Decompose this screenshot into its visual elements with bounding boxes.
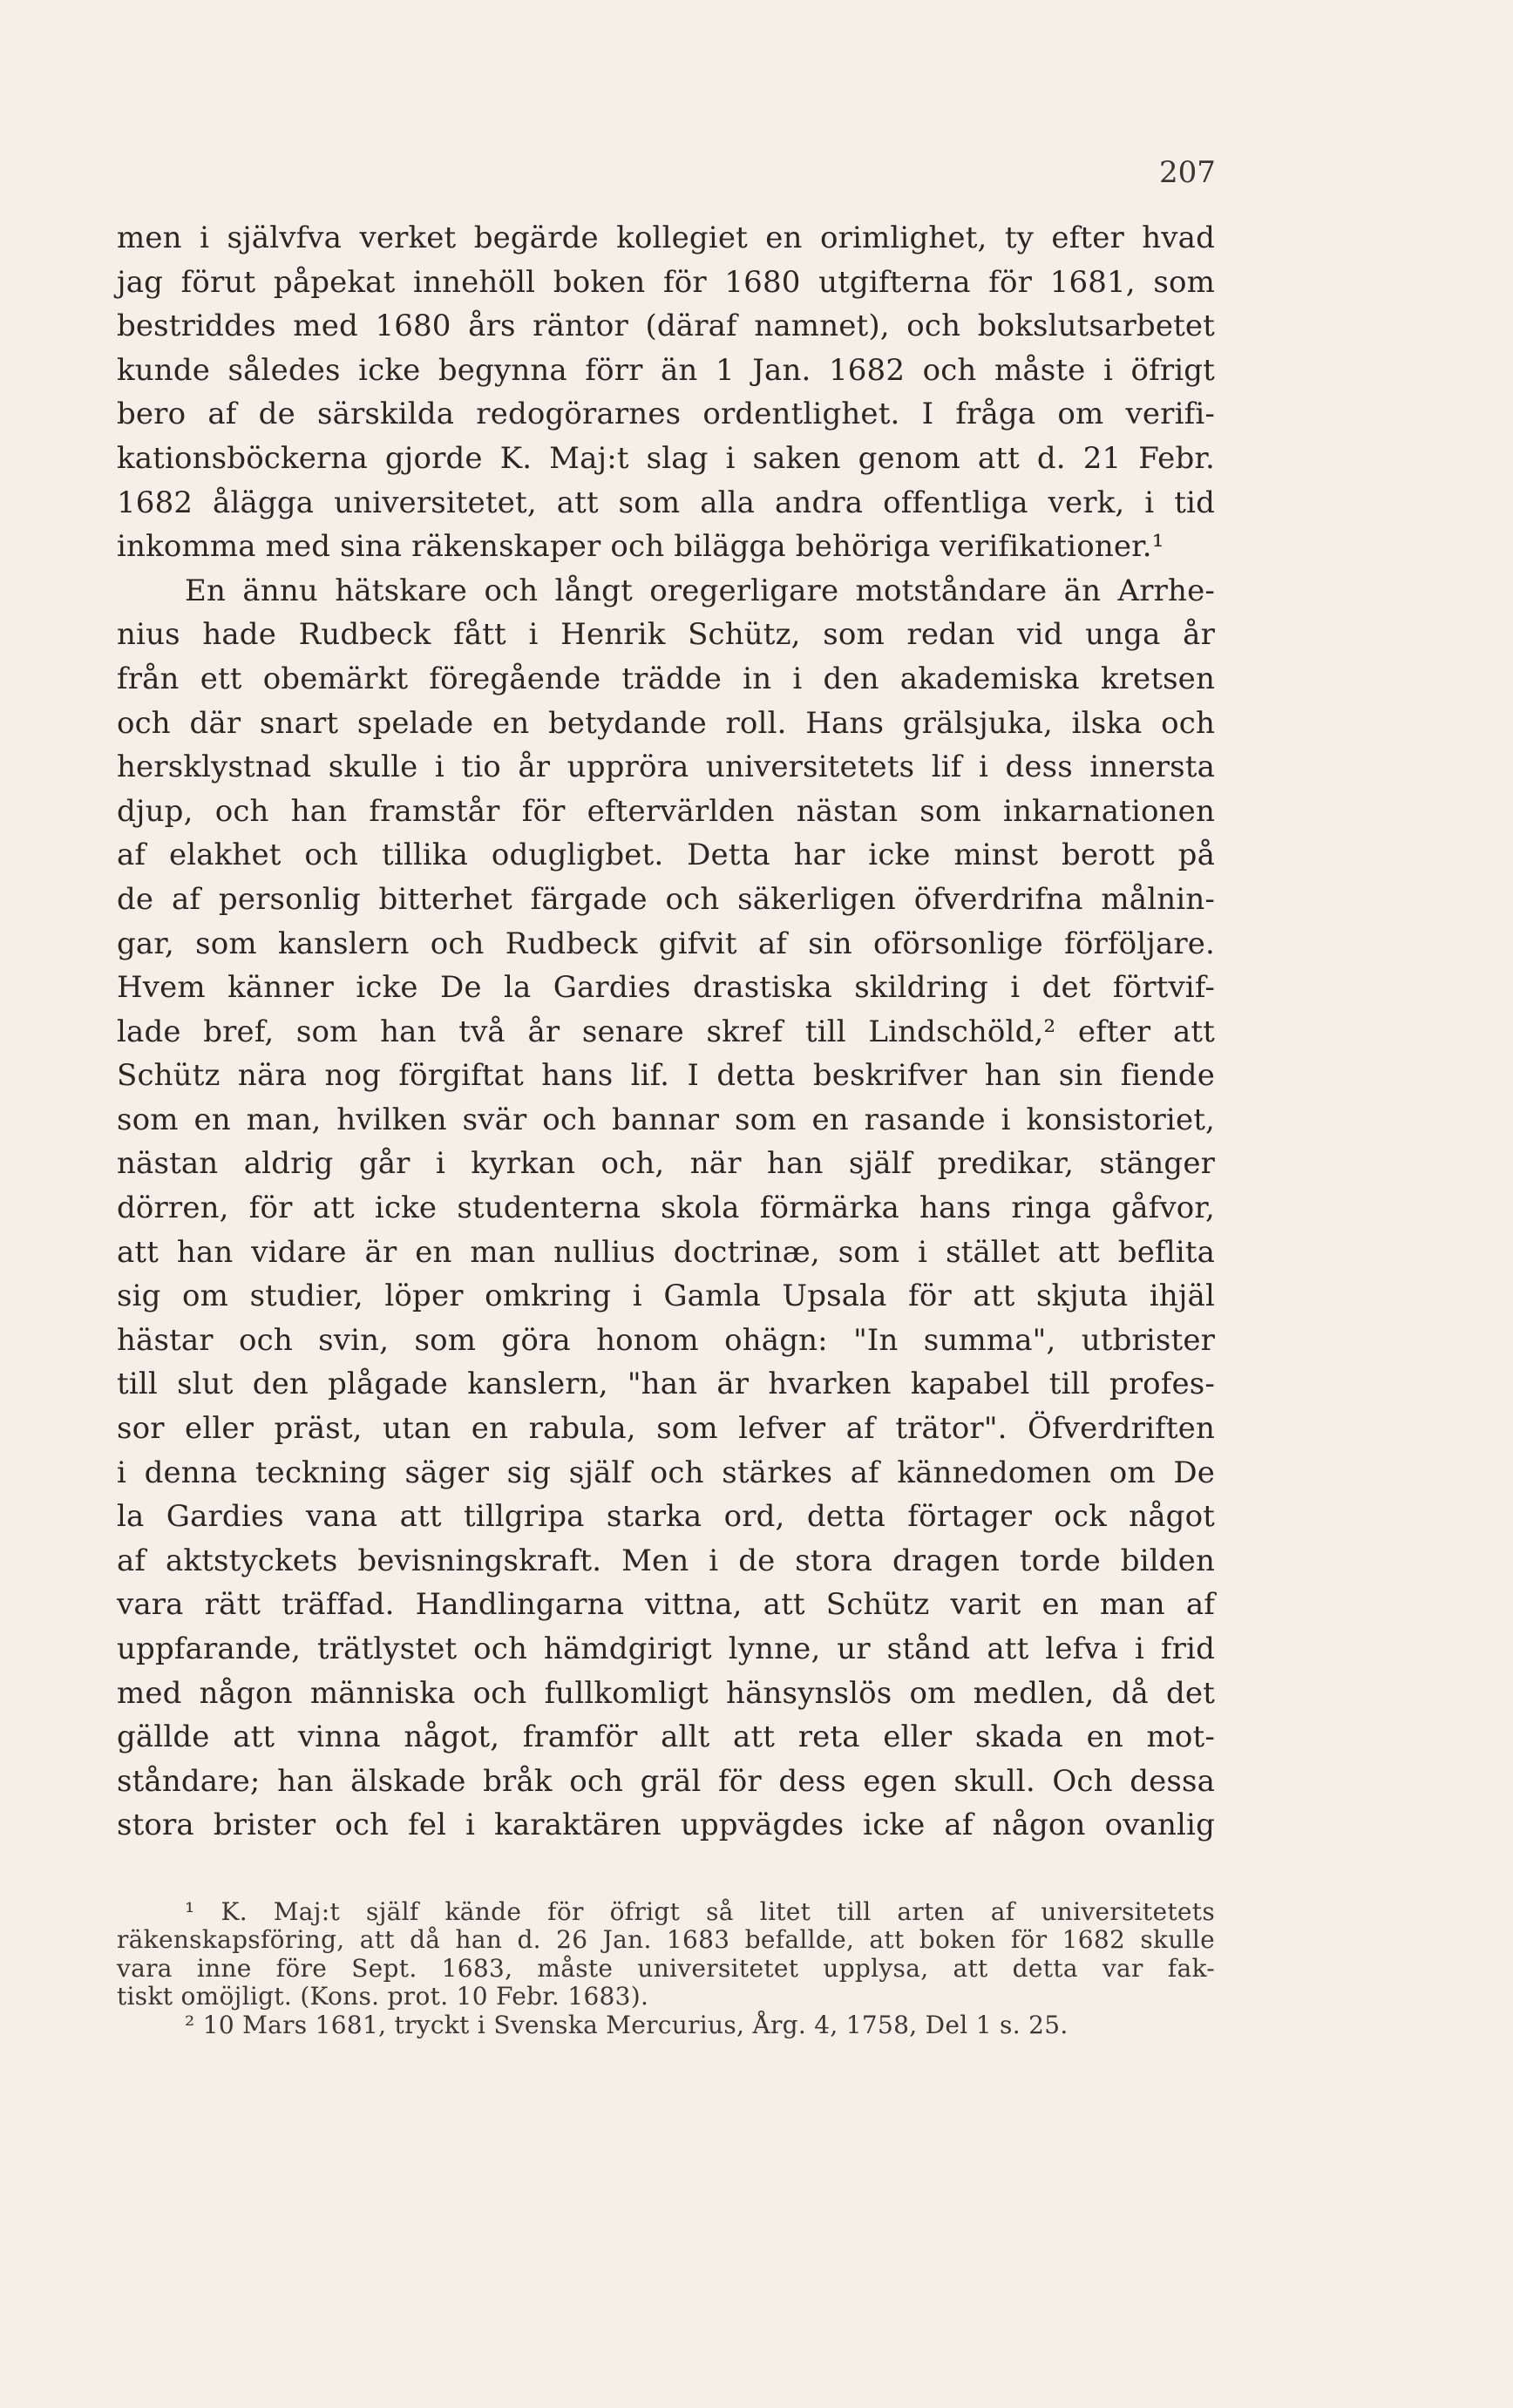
text-line: ståndare; han älskade bråk och gräl för dess egen skull. Och dessa — [117, 1763, 1215, 1799]
text-line: att han vidare är en man nullius doctrinæ, som i stället att beflita — [117, 1234, 1215, 1270]
text-line: dörren, för att icke studenterna skola förmärka hans ringa gåfvor, — [117, 1190, 1215, 1226]
text-line: uppfarande, trätlystet och hämdgirigt lynne, ur stånd att lefva i frid — [117, 1631, 1215, 1666]
text-line: sig om studier, löper omkring i Gamla Upsala för att skjuta ihjäl — [117, 1279, 1215, 1314]
text-line: af aktstyckets bevisningskraft. Men i de stora dragen torde bilden — [117, 1543, 1215, 1578]
text-line: nius hade Rudbeck fått i Henrik Schütz, som redan vid unga år — [117, 617, 1215, 653]
text-line: Hvem känner icke De la Gardies drastiska skildring i det förtvif- — [117, 970, 1215, 1006]
text-line: som en man, hvilken svär och bannar som en rasande i konsistoriet, — [117, 1102, 1215, 1137]
text-line: af elakhet och tillika odugligbet. Detta har icke minst berott på — [117, 838, 1215, 873]
text-line: 1682 ålägga universitetet, att som alla andra offentliga verk, i tid — [117, 485, 1215, 520]
text-line: jag förut påpekat innehöll boken för 1680 utgifterna för 1681, som — [117, 264, 1215, 300]
text-line: nästan aldrig går i kyrkan och, när han själf predikar, stänger — [117, 1146, 1215, 1182]
text-line: till slut den plågade kanslern, "han är hvarken kapabel till profes- — [117, 1367, 1215, 1402]
text-line: hersklystnad skulle i tio år uppröra universitetets lif i dess innersta — [117, 750, 1215, 785]
text-line: stora brister och fel i karaktären uppvägdes icke af någon ovanlig — [117, 1808, 1215, 1843]
text-line: En ännu hätskare och långt oregerligare motståndare än Arrhe- — [185, 573, 1215, 608]
text-line: men i självfva verket begärde kollegiet en orimlighet, ty efter hvad — [117, 220, 1215, 255]
footnote-line: vara inne före Sept. 1683, måste universitetet upplysa, att detta var fak- — [117, 1953, 1215, 1983]
text-line: i denna teckning säger sig själf och stärkes af kännedomen om De — [117, 1455, 1215, 1490]
text-line: vara rätt träffad. Handlingarna vittna, att Schütz varit en man af — [117, 1587, 1215, 1623]
text-line: de af personlig bitterhet färgade och säkerligen öfverdrifna målnin- — [117, 881, 1215, 917]
body-text — [117, 216, 1215, 1848]
text-line: bestriddes med 1680 års räntor (däraf namnet), och bokslutsarbetet — [117, 309, 1215, 344]
text-line: kunde således icke begynna förr än 1 Jan. 1682 och måste i öfrigt — [117, 352, 1215, 388]
text-line: Schütz nära nog förgiftat hans lif. I detta beskrifver han sin fiende — [117, 1058, 1215, 1094]
footnote-line: räkenskapsföring, att då han d. 26 Jan. 1683 befallde, att boken för 1682 skulle — [117, 1925, 1215, 1955]
text-line: med någon människa och fullkomligt hänsynslös om medlen, då det — [117, 1675, 1215, 1711]
footnote-line: tiskt omöjligt. (Kons. prot. 10 Febr. 1683). — [117, 1982, 649, 2011]
footnotes — [117, 1898, 1215, 2039]
text-line: kationsböckerna gjorde K. Maj:t slag i saken genom att d. 21 Febr. — [117, 440, 1215, 476]
page-number: 207 — [1159, 155, 1216, 190]
text-line: inkomma med sina räkenskaper och bilägga behöriga verifikationer.¹ — [117, 529, 1164, 565]
text-line: sor eller präst, utan en rabula, som lefver af trätor". Öfverdriften — [117, 1411, 1215, 1447]
text-line: och där snart spelade en betydande roll. Hans grälsjuka, ilska och — [117, 705, 1215, 741]
text-line: gällde att vinna något, framför allt att reta eller skada en mot- — [117, 1720, 1215, 1755]
text-line: hästar och svin, som göra honom ohägn: "In summa", utbrister — [117, 1322, 1215, 1358]
footnote-line: ² 10 Mars 1681, tryckt i Svenska Mercurius, Årg. 4, 1758, Del 1 s. 25. — [185, 2010, 1069, 2039]
text-line: djup, och han framstår för eftervärlden nästan som inkarnationen — [117, 793, 1215, 829]
footnote-line: ¹ K. Maj:t själf kände för öfrigt så litet till arten af universitetets — [185, 1897, 1215, 1926]
text-line: lade bref, som han två år senare skref till Lindschöld,² efter att — [117, 1014, 1215, 1049]
text-line: från ett obemärkt föregående trädde in i den akademiska kretsen — [117, 661, 1215, 696]
text-line: gar, som kanslern och Rudbeck gifvit af sin oförsonlige förföljare. — [117, 926, 1215, 961]
text-line: bero af de särskilda redogörarnes ordentlighet. I fråga om verifi- — [117, 397, 1215, 432]
text-line: la Gardies vana att tillgripa starka ord, detta förtager ock något — [117, 1499, 1215, 1535]
